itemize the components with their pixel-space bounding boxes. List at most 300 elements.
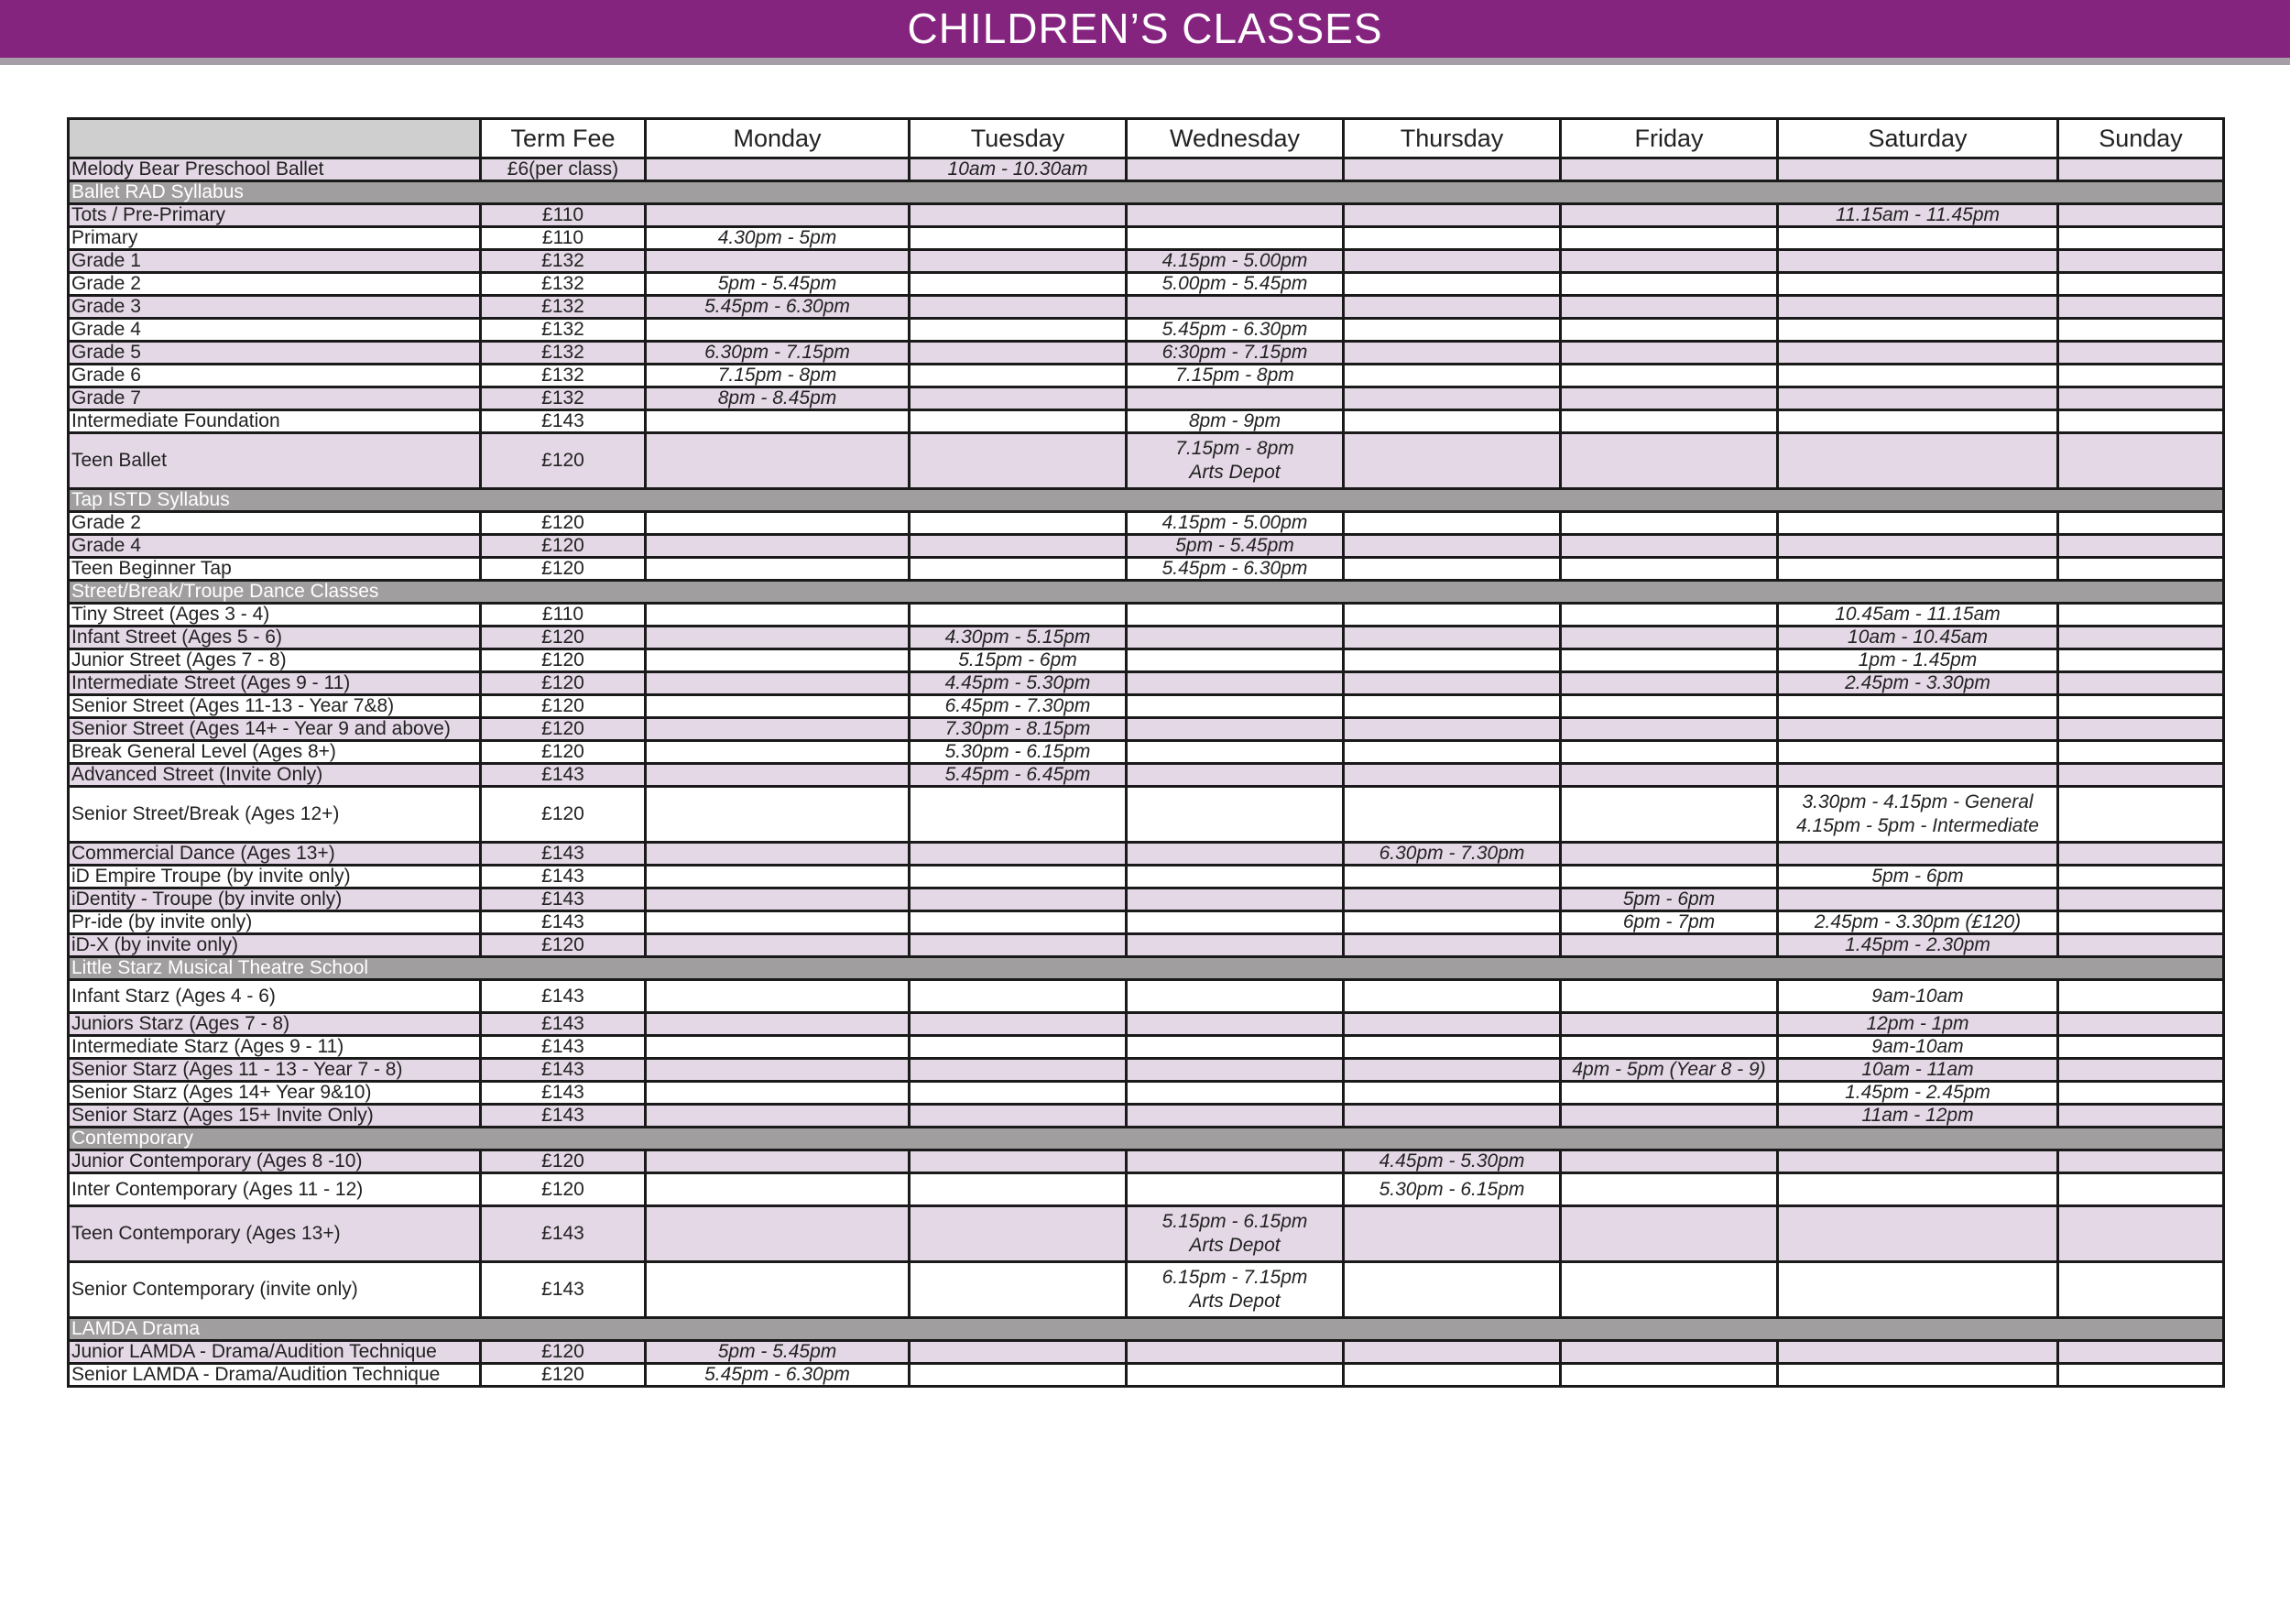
- tuesday-slot: [910, 535, 1127, 558]
- saturday-slot: [1778, 558, 2058, 581]
- class-row: [69, 695, 2224, 718]
- section-heading: Tap ISTD Syllabus: [69, 489, 2224, 512]
- section-row: [69, 181, 2224, 204]
- wednesday-slot: 5.45pm - 6.30pm: [1127, 319, 1344, 342]
- saturday-slot: [1778, 387, 2058, 410]
- page-title: CHILDREN’S CLASSES: [907, 5, 1383, 52]
- header-friday: Friday: [1561, 119, 1778, 158]
- class-name: Tiny Street (Ages 3 - 4): [69, 604, 481, 627]
- class-name: Intermediate Street (Ages 9 - 11): [69, 672, 481, 695]
- header-term-fee: Term Fee: [481, 119, 646, 158]
- monday-slot: [646, 672, 910, 695]
- sunday-slot: [2058, 387, 2224, 410]
- sunday-slot: [2058, 273, 2224, 296]
- wednesday-slot: 5.00pm - 5.45pm: [1127, 273, 1344, 296]
- class-row: [69, 365, 2224, 387]
- class-row: [69, 433, 2224, 489]
- wednesday-slot: [1127, 672, 1344, 695]
- saturday-slot: [1778, 273, 2058, 296]
- sunday-slot: [2058, 204, 2224, 227]
- tuesday-slot: [910, 227, 1127, 250]
- friday-slot: [1561, 410, 1778, 433]
- sunday-slot: [2058, 787, 2224, 843]
- monday-slot: [646, 866, 910, 888]
- thursday-slot: [1344, 888, 1561, 911]
- class-name: Intermediate Foundation: [69, 410, 481, 433]
- tuesday-slot: [910, 604, 1127, 627]
- wednesday-slot: [1127, 787, 1344, 843]
- saturday-slot: [1778, 695, 2058, 718]
- tuesday-slot: [910, 843, 1127, 866]
- wednesday-slot: [1127, 718, 1344, 741]
- friday-slot: [1561, 1082, 1778, 1105]
- thursday-slot: [1344, 433, 1561, 489]
- monday-slot: [646, 1059, 910, 1082]
- class-name: Primary: [69, 227, 481, 250]
- sunday-slot: [2058, 410, 2224, 433]
- class-name: Grade 4: [69, 535, 481, 558]
- thursday-slot: [1344, 410, 1561, 433]
- class-row: [69, 512, 2224, 535]
- wednesday-slot: [1127, 911, 1344, 934]
- wednesday-slot: [1127, 387, 1344, 410]
- slot-line: Arts Depot: [1189, 1291, 1281, 1312]
- class-name: Melody Bear Preschool Ballet: [69, 158, 481, 181]
- thursday-slot: [1344, 627, 1561, 649]
- saturday-slot: [1778, 227, 2058, 250]
- class-name: Senior Street (Ages 11-13 - Year 7&8): [69, 695, 481, 718]
- class-row: [69, 1206, 2224, 1262]
- term-fee: £6(per class): [481, 158, 646, 181]
- wednesday-slot: [1127, 1150, 1344, 1173]
- monday-slot: [646, 695, 910, 718]
- wednesday-slot: [1127, 1059, 1344, 1082]
- thursday-slot: [1344, 604, 1561, 627]
- class-row: [69, 1082, 2224, 1105]
- sunday-slot: [2058, 227, 2224, 250]
- monday-slot: 5pm - 5.45pm: [646, 1341, 910, 1364]
- monday-slot: [646, 512, 910, 535]
- sunday-slot: [2058, 604, 2224, 627]
- thursday-slot: 5.30pm - 6.15pm: [1344, 1173, 1561, 1206]
- wednesday-slot: [1127, 604, 1344, 627]
- monday-slot: 7.15pm - 8pm: [646, 365, 910, 387]
- thursday-slot: [1344, 1206, 1561, 1262]
- wednesday-slot: 4.15pm - 5.00pm: [1127, 250, 1344, 273]
- tuesday-slot: [910, 1150, 1127, 1173]
- sunday-slot: [2058, 365, 2224, 387]
- class-name: iD-X (by invite only): [69, 934, 481, 957]
- class-row: [69, 1341, 2224, 1364]
- friday-slot: [1561, 1013, 1778, 1036]
- saturday-slot: [1778, 410, 2058, 433]
- monday-slot: [646, 1150, 910, 1173]
- slot-line: 3.30pm - 4.15pm - General: [1802, 791, 2034, 812]
- wednesday-slot: [1127, 1341, 1344, 1364]
- wednesday-slot: [1127, 1364, 1344, 1387]
- tuesday-slot: 5.45pm - 6.45pm: [910, 764, 1127, 787]
- thursday-slot: [1344, 1013, 1561, 1036]
- class-row: [69, 227, 2224, 250]
- monday-slot: [646, 604, 910, 627]
- wednesday-slot: [1127, 296, 1344, 319]
- header-tuesday: Tuesday: [910, 119, 1127, 158]
- saturday-slot: [1778, 250, 2058, 273]
- class-row: [69, 1262, 2224, 1318]
- term-fee: £110: [481, 227, 646, 250]
- wednesday-slot: [1127, 627, 1344, 649]
- monday-slot: [646, 204, 910, 227]
- saturday-slot: [1778, 1173, 2058, 1206]
- friday-slot: [1561, 319, 1778, 342]
- term-fee: £143: [481, 1105, 646, 1128]
- sunday-slot: [2058, 342, 2224, 365]
- class-name: Junior LAMDA - Drama/Audition Technique: [69, 1341, 481, 1364]
- saturday-slot: [1778, 888, 2058, 911]
- sunday-slot: [2058, 512, 2224, 535]
- header-saturday: Saturday: [1778, 119, 2058, 158]
- saturday-slot: [1778, 718, 2058, 741]
- saturday-slot: [1778, 512, 2058, 535]
- friday-slot: [1561, 604, 1778, 627]
- tuesday-slot: 5.30pm - 6.15pm: [910, 741, 1127, 764]
- wednesday-slot: [1127, 934, 1344, 957]
- thursday-slot: [1344, 911, 1561, 934]
- thursday-slot: [1344, 204, 1561, 227]
- saturday-slot: [1778, 741, 2058, 764]
- monday-slot: [646, 1013, 910, 1036]
- thursday-slot: [1344, 387, 1561, 410]
- sunday-slot: [2058, 1082, 2224, 1105]
- wednesday-slot: [1127, 764, 1344, 787]
- class-name: Grade 4: [69, 319, 481, 342]
- sunday-slot: [2058, 866, 2224, 888]
- class-row: [69, 980, 2224, 1013]
- friday-slot: [1561, 1150, 1778, 1173]
- term-fee: £132: [481, 296, 646, 319]
- friday-slot: [1561, 718, 1778, 741]
- sunday-slot: [2058, 934, 2224, 957]
- friday-slot: [1561, 1262, 1778, 1318]
- tuesday-slot: [910, 342, 1127, 365]
- monday-slot: 6.30pm - 7.15pm: [646, 342, 910, 365]
- sunday-slot: [2058, 911, 2224, 934]
- saturday-slot: [1778, 319, 2058, 342]
- monday-slot: [646, 535, 910, 558]
- friday-slot: [1561, 764, 1778, 787]
- term-fee: £120: [481, 649, 646, 672]
- friday-slot: [1561, 512, 1778, 535]
- slot-line: 7.15pm - 8pm: [1175, 438, 1294, 459]
- class-row: [69, 1013, 2224, 1036]
- friday-slot: 4pm - 5pm (Year 8 - 9): [1561, 1059, 1778, 1082]
- class-name: Commercial Dance (Ages 13+): [69, 843, 481, 866]
- thursday-slot: [1344, 787, 1561, 843]
- thursday-slot: [1344, 741, 1561, 764]
- section-heading: LAMDA Drama: [69, 1318, 2224, 1341]
- section-row: [69, 957, 2224, 980]
- sunday-slot: [2058, 535, 2224, 558]
- header-wednesday: Wednesday: [1127, 119, 1344, 158]
- sunday-slot: [2058, 1173, 2224, 1206]
- thursday-slot: [1344, 319, 1561, 342]
- term-fee: £143: [481, 980, 646, 1013]
- saturday-slot: 2.45pm - 3.30pm (£120): [1778, 911, 2058, 934]
- tuesday-slot: [910, 319, 1127, 342]
- banner-stripe: [0, 58, 2290, 65]
- class-row: [69, 741, 2224, 764]
- friday-slot: [1561, 273, 1778, 296]
- term-fee: £132: [481, 319, 646, 342]
- sunday-slot: [2058, 672, 2224, 695]
- thursday-slot: 6.30pm - 7.30pm: [1344, 843, 1561, 866]
- thursday-slot: [1344, 227, 1561, 250]
- class-name: Juniors Starz (Ages 7 - 8): [69, 1013, 481, 1036]
- wednesday-slot: [1127, 204, 1344, 227]
- thursday-slot: 4.45pm - 5.30pm: [1344, 1150, 1561, 1173]
- saturday-slot: 9am-10am: [1778, 1036, 2058, 1059]
- tuesday-slot: [910, 512, 1127, 535]
- term-fee: £132: [481, 365, 646, 387]
- term-fee: £110: [481, 204, 646, 227]
- saturday-slot: 9am-10am: [1778, 980, 2058, 1013]
- slot-line: 4.15pm - 5pm - Intermediate: [1796, 815, 2039, 836]
- sunday-slot: [2058, 1150, 2224, 1173]
- tuesday-slot: [910, 1059, 1127, 1082]
- class-name: Senior Starz (Ages 11 - 13 - Year 7 - 8): [69, 1059, 481, 1082]
- class-name: iD Empire Troupe (by invite only): [69, 866, 481, 888]
- thursday-slot: [1344, 342, 1561, 365]
- monday-slot: [646, 980, 910, 1013]
- class-name: Inter Contemporary (Ages 11 - 12): [69, 1173, 481, 1206]
- monday-slot: [646, 1082, 910, 1105]
- saturday-slot: [1778, 764, 2058, 787]
- section-heading: Little Starz Musical Theatre School: [69, 957, 2224, 980]
- class-row: [69, 387, 2224, 410]
- sunday-slot: [2058, 695, 2224, 718]
- friday-slot: [1561, 296, 1778, 319]
- wednesday-slot: 6:30pm - 7.15pm: [1127, 342, 1344, 365]
- thursday-slot: [1344, 649, 1561, 672]
- wednesday-slot: 7.15pm - 8pm: [1127, 365, 1344, 387]
- tuesday-slot: [910, 1082, 1127, 1105]
- friday-slot: [1561, 387, 1778, 410]
- term-fee: £143: [481, 1059, 646, 1082]
- monday-slot: [646, 888, 910, 911]
- friday-slot: [1561, 433, 1778, 489]
- tuesday-slot: 4.45pm - 5.30pm: [910, 672, 1127, 695]
- monday-slot: [646, 1036, 910, 1059]
- header-blank-cell: [69, 119, 481, 158]
- tuesday-slot: [910, 1206, 1127, 1262]
- monday-slot: [646, 1262, 910, 1318]
- term-fee: £143: [481, 1013, 646, 1036]
- sunday-slot: [2058, 1206, 2224, 1262]
- term-fee: £143: [481, 843, 646, 866]
- term-fee: £143: [481, 1036, 646, 1059]
- wednesday-slot: 4.15pm - 5.00pm: [1127, 512, 1344, 535]
- term-fee: £143: [481, 410, 646, 433]
- tuesday-slot: [910, 1013, 1127, 1036]
- tuesday-slot: [910, 1262, 1127, 1318]
- sunday-slot: [2058, 980, 2224, 1013]
- section-heading: Ballet RAD Syllabus: [69, 181, 2224, 204]
- monday-slot: [646, 158, 910, 181]
- class-row: [69, 604, 2224, 627]
- monday-slot: [646, 741, 910, 764]
- wednesday-slot: [1127, 1082, 1344, 1105]
- header-monday: Monday: [646, 119, 910, 158]
- term-fee: £143: [481, 888, 646, 911]
- class-name: Senior Starz (Ages 15+ Invite Only): [69, 1105, 481, 1128]
- friday-slot: [1561, 672, 1778, 695]
- monday-slot: [646, 558, 910, 581]
- friday-slot: [1561, 365, 1778, 387]
- wednesday-slot: 5.45pm - 6.30pm: [1127, 558, 1344, 581]
- sunday-slot: [2058, 1036, 2224, 1059]
- saturday-slot: [1778, 1262, 2058, 1318]
- saturday-slot: [1778, 342, 2058, 365]
- friday-slot: 5pm - 6pm: [1561, 888, 1778, 911]
- thursday-slot: [1344, 1036, 1561, 1059]
- term-fee: £143: [481, 764, 646, 787]
- term-fee: £120: [481, 787, 646, 843]
- class-name: Grade 3: [69, 296, 481, 319]
- tuesday-slot: 6.45pm - 7.30pm: [910, 695, 1127, 718]
- term-fee: £120: [481, 1173, 646, 1206]
- term-fee: £143: [481, 1262, 646, 1318]
- term-fee: £120: [481, 512, 646, 535]
- term-fee: £120: [481, 741, 646, 764]
- friday-slot: [1561, 1036, 1778, 1059]
- term-fee: £120: [481, 627, 646, 649]
- class-name: Intermediate Starz (Ages 9 - 11): [69, 1036, 481, 1059]
- sunday-slot: [2058, 158, 2224, 181]
- wednesday-slot: [1127, 1105, 1344, 1128]
- class-row: [69, 558, 2224, 581]
- friday-slot: [1561, 1173, 1778, 1206]
- saturday-slot: [1778, 158, 2058, 181]
- sunday-slot: [2058, 627, 2224, 649]
- class-row: [69, 250, 2224, 273]
- term-fee: £120: [481, 934, 646, 957]
- section-row: [69, 1318, 2224, 1341]
- monday-slot: 5.45pm - 6.30pm: [646, 1364, 910, 1387]
- saturday-slot: [1778, 365, 2058, 387]
- class-name: Senior Street/Break (Ages 12+): [69, 787, 481, 843]
- header-sunday: Sunday: [2058, 119, 2224, 158]
- term-fee: £120: [481, 1150, 646, 1173]
- term-fee: £120: [481, 1341, 646, 1364]
- class-row: [69, 649, 2224, 672]
- monday-slot: [646, 250, 910, 273]
- friday-slot: [1561, 1341, 1778, 1364]
- tuesday-slot: [910, 980, 1127, 1013]
- friday-slot: [1561, 1364, 1778, 1387]
- class-name: Teen Contemporary (Ages 13+): [69, 1206, 481, 1262]
- friday-slot: [1561, 558, 1778, 581]
- tuesday-slot: [910, 433, 1127, 489]
- saturday-slot: [1778, 296, 2058, 319]
- sunday-slot: [2058, 843, 2224, 866]
- friday-slot: 6pm - 7pm: [1561, 911, 1778, 934]
- friday-slot: [1561, 342, 1778, 365]
- class-name: Junior Contemporary (Ages 8 -10): [69, 1150, 481, 1173]
- class-row: [69, 1150, 2224, 1173]
- saturday-slot: 12pm - 1pm: [1778, 1013, 2058, 1036]
- saturday-slot: [1778, 1150, 2058, 1173]
- class-name: Grade 7: [69, 387, 481, 410]
- term-fee: £120: [481, 695, 646, 718]
- thursday-slot: [1344, 764, 1561, 787]
- term-fee: £120: [481, 558, 646, 581]
- saturday-slot: 10am - 11am: [1778, 1059, 2058, 1082]
- term-fee: £132: [481, 342, 646, 365]
- slot-line: 5.15pm - 6.15pm: [1161, 1211, 1308, 1232]
- term-fee: £143: [481, 1082, 646, 1105]
- saturday-slot: [1778, 1364, 2058, 1387]
- tuesday-slot: 5.15pm - 6pm: [910, 649, 1127, 672]
- class-row: [69, 888, 2224, 911]
- tuesday-slot: [910, 1105, 1127, 1128]
- thursday-slot: [1344, 512, 1561, 535]
- monday-slot: [646, 718, 910, 741]
- thursday-slot: [1344, 1341, 1561, 1364]
- friday-slot: [1561, 787, 1778, 843]
- tuesday-slot: [910, 296, 1127, 319]
- friday-slot: [1561, 866, 1778, 888]
- class-name: Advanced Street (Invite Only): [69, 764, 481, 787]
- class-row: [69, 1036, 2224, 1059]
- saturday-slot: [1778, 843, 2058, 866]
- class-schedule-table: [67, 117, 2225, 1388]
- saturday-slot: [1778, 1341, 2058, 1364]
- class-row: [69, 718, 2224, 741]
- class-name: Pr-ide (by invite only): [69, 911, 481, 934]
- section-row: [69, 1128, 2224, 1150]
- thursday-slot: [1344, 535, 1561, 558]
- monday-slot: [646, 787, 910, 843]
- saturday-slot: 2.45pm - 3.30pm: [1778, 672, 2058, 695]
- term-fee: £143: [481, 911, 646, 934]
- wednesday-slot: [1127, 888, 1344, 911]
- wednesday-slot: [1127, 1036, 1344, 1059]
- thursday-slot: [1344, 980, 1561, 1013]
- saturday-slot: [1778, 433, 2058, 489]
- tuesday-slot: [910, 1341, 1127, 1364]
- term-fee: £120: [481, 535, 646, 558]
- monday-slot: 8pm - 8.45pm: [646, 387, 910, 410]
- friday-slot: [1561, 649, 1778, 672]
- tuesday-slot: [910, 866, 1127, 888]
- section-row: [69, 489, 2224, 512]
- saturday-slot: [1778, 787, 2058, 843]
- friday-slot: [1561, 627, 1778, 649]
- thursday-slot: [1344, 296, 1561, 319]
- wednesday-slot: [1127, 433, 1344, 489]
- class-name: Senior LAMDA - Drama/Audition Technique: [69, 1364, 481, 1387]
- class-row: [69, 410, 2224, 433]
- section-heading: Street/Break/Troupe Dance Classes: [69, 581, 2224, 604]
- friday-slot: [1561, 934, 1778, 957]
- tuesday-slot: [910, 1364, 1127, 1387]
- saturday-slot: 1.45pm - 2.45pm: [1778, 1082, 2058, 1105]
- class-name: Senior Starz (Ages 14+ Year 9&10): [69, 1082, 481, 1105]
- class-row: [69, 535, 2224, 558]
- class-row: [69, 672, 2224, 695]
- tuesday-slot: [910, 1036, 1127, 1059]
- wednesday-slot: [1127, 980, 1344, 1013]
